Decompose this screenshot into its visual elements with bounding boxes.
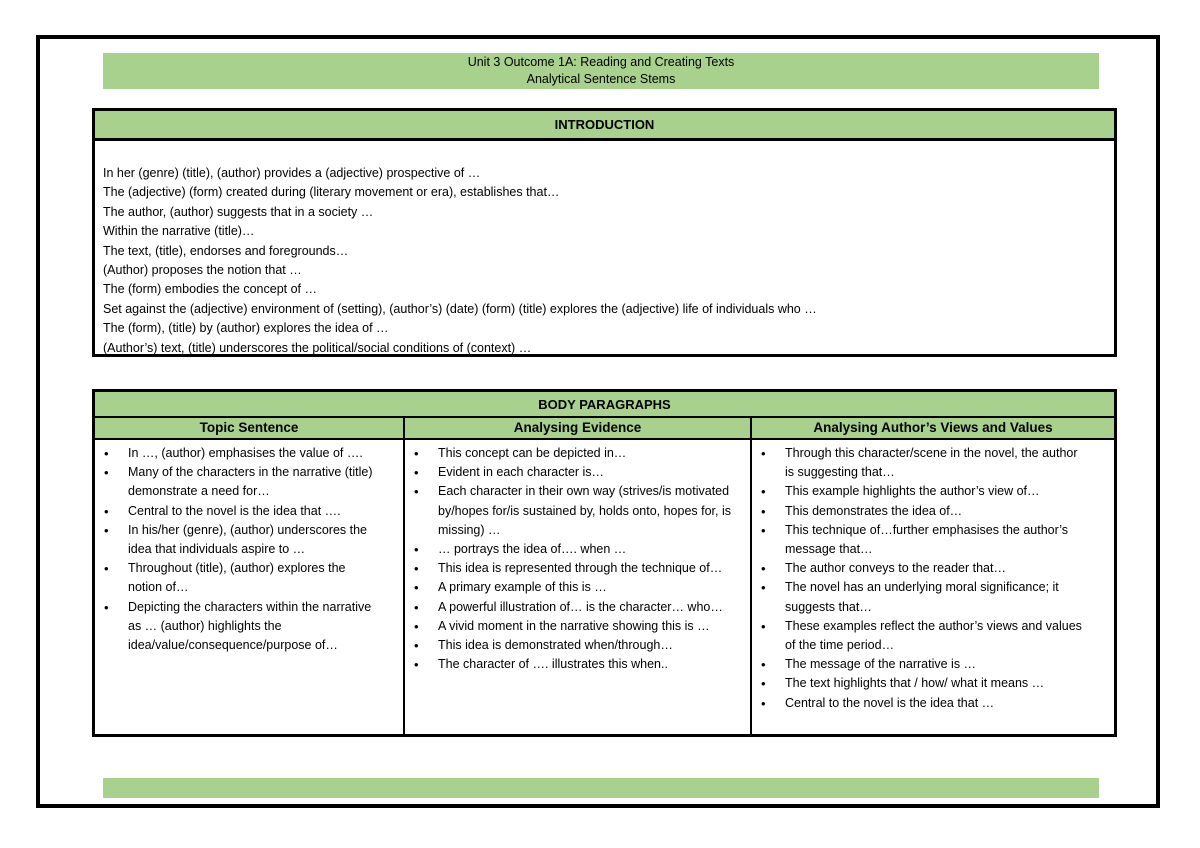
list-item: • Each character in their own way (strives/is motivated by/hopes for/is sustained by, holds onto, hopes for, is missing) … bbox=[407, 482, 742, 540]
topic-sentence-list bbox=[97, 444, 377, 655]
body-paragraphs-section bbox=[92, 389, 1117, 737]
introduction-stems bbox=[103, 164, 1106, 358]
authors-views-list bbox=[754, 444, 1084, 713]
list-item: • These examples reflect the author’s views and values of the time period… bbox=[754, 617, 1084, 655]
list-item: • Depicting the characters within the narrative as … (author) highlights the idea/value/consequence/purpose of… bbox=[97, 598, 377, 656]
analysing-evidence-list bbox=[407, 444, 742, 674]
list-item: • The character of …. illustrates this when.. bbox=[407, 655, 742, 674]
list-item: • A vivid moment in the narrative showing this is … bbox=[407, 617, 742, 636]
intro-stem: Set against the (adjective) environment of (setting), (author’s) (date) (form) (title) explores the (adjective) life of individuals who … bbox=[103, 301, 817, 316]
list-item: • The novel has an underlying moral significance; it suggests that… bbox=[754, 578, 1084, 616]
list-item: • The author conveys to the reader that… bbox=[754, 559, 1084, 578]
intro-stem: The (adjective) (form) created during (literary movement or era), establishes that… bbox=[103, 185, 560, 200]
column-heading-analysing-evidence: Analysing Evidence bbox=[513, 420, 642, 435]
column-heading-authors-views: Analysing Author’s Views and Values bbox=[813, 420, 1053, 435]
intro-stem: The author, (author) suggests that in a society … bbox=[103, 204, 374, 219]
list-item: • This example highlights the author’s view of… bbox=[754, 482, 1084, 501]
introduction-section bbox=[92, 108, 1117, 357]
analysing-evidence-column bbox=[407, 444, 742, 674]
list-item: • Central to the novel is the idea that … bbox=[754, 694, 1084, 713]
list-item: • This technique of…further emphasises the author’s message that… bbox=[754, 521, 1084, 559]
column-heading-topic-sentence: Topic Sentence bbox=[199, 420, 299, 435]
column-divider bbox=[750, 418, 752, 734]
topic-sentence-column bbox=[97, 444, 377, 655]
footer-banner bbox=[103, 778, 1099, 798]
intro-stem: The (form) embodies the concept of … bbox=[103, 282, 317, 297]
intro-stem: (Author) proposes the notion that … bbox=[103, 263, 302, 278]
list-item: • Central to the novel is the idea that …. bbox=[97, 502, 377, 521]
list-item: • The message of the narrative is … bbox=[754, 655, 1084, 674]
intro-stem: (Author’s) text, (title) underscores the political/social conditions of (context) … bbox=[103, 340, 532, 355]
introduction-heading: INTRODUCTION bbox=[95, 111, 1114, 141]
list-item: • This concept can be depicted in… bbox=[407, 444, 742, 463]
document-subtitle: Analytical Sentence Stems bbox=[526, 72, 676, 86]
column-divider bbox=[403, 418, 405, 734]
list-item: • Evident in each character is… bbox=[407, 463, 742, 482]
list-item: • This idea is demonstrated when/through… bbox=[407, 636, 742, 655]
list-item: • Throughout (title), (author) explores the notion of… bbox=[97, 559, 377, 597]
list-item: • A primary example of this is … bbox=[407, 578, 742, 597]
column-headers bbox=[95, 418, 1114, 440]
intro-stem: The text, (title), endorses and foregrounds… bbox=[103, 243, 349, 258]
list-item: • Many of the characters in the narrative (title) demonstrate a need for… bbox=[97, 463, 377, 501]
list-item: • In …, (author) emphasises the value of …. bbox=[97, 444, 377, 463]
intro-stem: Within the narrative (title)… bbox=[103, 224, 255, 239]
list-item: • In his/her (genre), (author) underscores the idea that individuals aspire to … bbox=[97, 521, 377, 559]
list-item: • This idea is represented through the technique of… bbox=[407, 559, 742, 578]
intro-stem: In her (genre) (title), (author) provides a (adjective) prospective of … bbox=[103, 166, 481, 180]
list-item: • The text highlights that / how/ what it means … bbox=[754, 674, 1084, 693]
list-item: • Through this character/scene in the novel, the author is suggesting that… bbox=[754, 444, 1084, 482]
authors-views-column bbox=[754, 444, 1084, 713]
title-banner bbox=[103, 53, 1099, 89]
list-item: • This demonstrates the idea of… bbox=[754, 502, 1084, 521]
list-item: • … portrays the idea of…. when … bbox=[407, 540, 742, 559]
list-item: • A powerful illustration of… is the character… who… bbox=[407, 598, 742, 617]
body-paragraphs-heading: BODY PARAGRAPHS bbox=[95, 392, 1114, 418]
document-title: Unit 3 Outcome 1A: Reading and Creating Texts bbox=[467, 55, 735, 69]
intro-stem: The (form), (title) by (author) explores the idea of … bbox=[103, 321, 389, 336]
